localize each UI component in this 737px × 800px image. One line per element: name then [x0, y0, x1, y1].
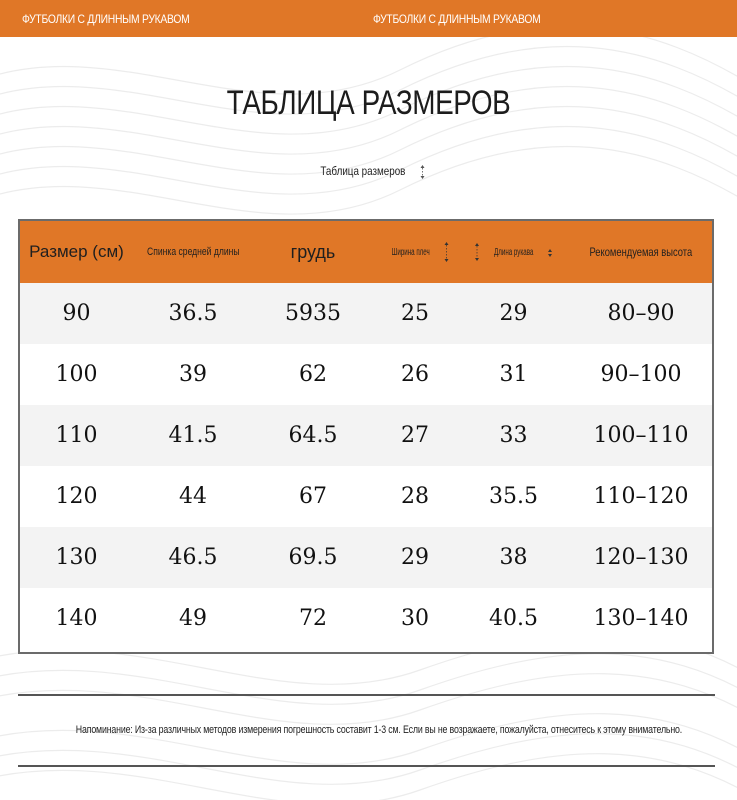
note-text: Напоминание: Из-за различных методов измерения погрешность составит 1-3 см. Если вы не возражаете, пожалуйста, отнеситесь к этому внимательно. [75, 724, 683, 736]
cell-recommended-height: 90–100 [600, 362, 682, 387]
cell-shoulder-width: 27 [401, 423, 429, 448]
cell-recommended-height: 80–90 [607, 301, 675, 326]
cell-chest: 62 [299, 362, 327, 387]
table-row [20, 344, 712, 405]
banner-left-label: ФУТБОЛКИ С ДЛИННЫМ РУКАВОМ [22, 12, 190, 26]
cell-size: 90 [62, 301, 91, 326]
cell-back-length: 46.5 [168, 545, 218, 570]
cell-back-length: 36.5 [168, 301, 218, 326]
cell-back-length: 44 [179, 484, 207, 509]
header-cell-size: Размер (см) [29, 242, 124, 261]
cell-sleeve-length: 35.5 [489, 484, 538, 509]
cell-sleeve-length: 31 [499, 362, 528, 387]
cell-chest: 69.5 [288, 545, 338, 570]
arrows-icon [443, 241, 450, 263]
cell-sleeve-length: 29 [499, 301, 528, 326]
cell-recommended-height: 120–130 [593, 545, 689, 570]
arrows-icon [473, 242, 481, 262]
cell-shoulder-width: 26 [401, 362, 429, 387]
arrows-icon [419, 164, 426, 180]
table-row [20, 283, 712, 344]
arrows-icon [546, 242, 554, 262]
cell-size: 100 [55, 362, 98, 387]
cell-chest: 67 [299, 484, 327, 509]
divider-top [18, 694, 715, 696]
subtitle-text: Таблица размеров [320, 164, 406, 179]
cell-recommended-height: 130–140 [593, 606, 689, 631]
header-cell-recommended-height: Рекомендуемая высота [589, 245, 693, 259]
cell-shoulder-width: 30 [401, 606, 429, 631]
header-cell-back-length: Спинка средней длины [146, 246, 240, 258]
header-cell-sleeve-length: Длина рукава [457, 221, 570, 283]
cell-back-length: 49 [179, 606, 207, 631]
cell-chest: 64.5 [288, 423, 338, 448]
table-row [20, 405, 712, 466]
table-subtitle [0, 164, 737, 180]
top-banner [0, 0, 737, 37]
cell-chest: 5935 [285, 301, 341, 326]
cell-recommended-height: 100–110 [593, 423, 689, 448]
header-cell-shoulder-width: Ширина плеч [373, 221, 457, 283]
cell-back-length: 39 [179, 362, 207, 387]
table-header-row [20, 221, 712, 283]
table-row [20, 527, 712, 588]
measurement-note [0, 724, 737, 736]
cell-shoulder-width: 29 [401, 545, 429, 570]
cell-size: 110 [55, 423, 98, 448]
cell-chest: 72 [299, 606, 327, 631]
cell-size: 120 [55, 484, 98, 509]
page-title: ТАБЛИЦА РАЗМЕРОВ [226, 84, 511, 122]
cell-shoulder-width: 28 [401, 484, 429, 509]
table-row [20, 466, 712, 527]
cell-recommended-height: 110–120 [593, 484, 689, 509]
cell-size: 140 [55, 606, 98, 631]
cell-back-length: 41.5 [168, 423, 218, 448]
cell-sleeve-length: 33 [499, 423, 528, 448]
cell-sleeve-length: 40.5 [489, 606, 538, 631]
cell-shoulder-width: 25 [401, 301, 429, 326]
banner-center-label: ФУТБОЛКИ С ДЛИННЫМ РУКАВОМ [373, 12, 541, 26]
table-row [20, 588, 712, 649]
divider-bottom [18, 765, 715, 767]
size-table [18, 219, 714, 654]
header-cell-chest: грудь [290, 241, 336, 262]
cell-sleeve-length: 38 [499, 545, 528, 570]
cell-size: 130 [55, 545, 98, 570]
